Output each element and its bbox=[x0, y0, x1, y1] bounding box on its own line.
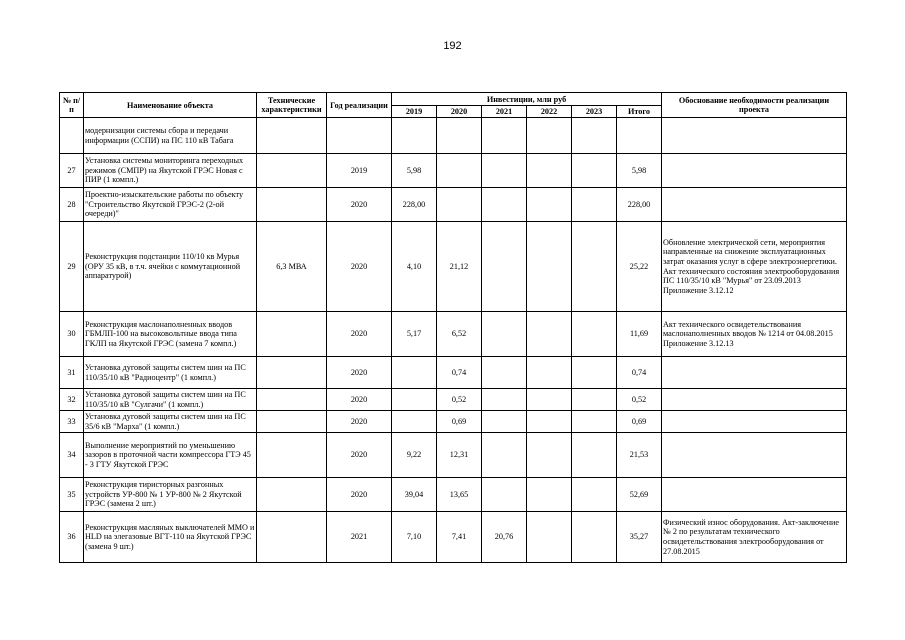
invest-2021 bbox=[482, 154, 527, 188]
invest-2022 bbox=[527, 154, 572, 188]
invest-2022 bbox=[527, 433, 572, 478]
justification: Обновление электрической сети, мероприятия направленные на снижение эксплуатационных затрат оказания услуг в сфере электроэнергетики. Акт технического состояния электрооборудования ПС 110/35/10 кВ "Мурья" от 23.09.2013 Приложение 3.12.12 bbox=[662, 222, 847, 312]
table-row bbox=[60, 312, 847, 357]
tech-spec: 6,3 МВА bbox=[257, 222, 327, 312]
invest-2021 bbox=[482, 357, 527, 389]
header-tech: Технические характеристики bbox=[257, 93, 327, 118]
invest-2019: 228,00 bbox=[392, 188, 437, 222]
object-name: Реконструкция подстанции 110/10 кв Мурья (ОРУ 35 кВ, в т.ч. ячейки с коммутационной аппаратурой) bbox=[84, 222, 257, 312]
object-name: Установка дуговой защиты систем шин на ПС 110/35/10 кВ "Сулгачи" (1 компл.) bbox=[84, 389, 257, 411]
invest-total: 25,22 bbox=[617, 222, 662, 312]
invest-total: 228,00 bbox=[617, 188, 662, 222]
implementation-year: 2020 bbox=[327, 411, 392, 433]
tech-spec bbox=[257, 512, 327, 563]
table-header bbox=[60, 93, 847, 118]
justification bbox=[662, 389, 847, 411]
tech-spec bbox=[257, 188, 327, 222]
justification bbox=[662, 433, 847, 478]
tech-spec bbox=[257, 389, 327, 411]
table-row bbox=[60, 433, 847, 478]
implementation-year: 2020 bbox=[327, 222, 392, 312]
object-name: Выполнение мероприятий по уменьшению зазоров в проточной части компрессора ГТЭ 45 - 3 ГТУ Якутской ГРЭС bbox=[84, 433, 257, 478]
row-number: 27 bbox=[60, 154, 84, 188]
invest-2022 bbox=[527, 478, 572, 512]
invest-total: 5,98 bbox=[617, 154, 662, 188]
header-2020: 2020 bbox=[437, 106, 482, 118]
tech-spec bbox=[257, 411, 327, 433]
justification bbox=[662, 154, 847, 188]
table-row bbox=[60, 188, 847, 222]
invest-2021 bbox=[482, 389, 527, 411]
justification: Физический износ оборудования. Акт-заключение № 2 по результатам технического освидетельствования электрооборудования от 27.08.2015 bbox=[662, 512, 847, 563]
tech-spec bbox=[257, 357, 327, 389]
header-year: Год реализации bbox=[327, 93, 392, 118]
table-row bbox=[60, 512, 847, 563]
invest-2020 bbox=[437, 154, 482, 188]
invest-2022 bbox=[527, 389, 572, 411]
invest-2020: 6,52 bbox=[437, 312, 482, 357]
table-row bbox=[60, 357, 847, 389]
invest-2019: 39,04 bbox=[392, 478, 437, 512]
invest-2020 bbox=[437, 188, 482, 222]
invest-2020: 0,74 bbox=[437, 357, 482, 389]
invest-2020: 7,41 bbox=[437, 512, 482, 563]
object-name: модернизации системы сбора и передачи информации (ССПИ) на ПС 110 кВ Табага bbox=[84, 118, 257, 154]
invest-2020: 21,12 bbox=[437, 222, 482, 312]
row-number: 32 bbox=[60, 389, 84, 411]
invest-2022 bbox=[527, 222, 572, 312]
invest-2023 bbox=[572, 389, 617, 411]
tech-spec bbox=[257, 478, 327, 512]
invest-2023 bbox=[572, 512, 617, 563]
invest-2023 bbox=[572, 154, 617, 188]
invest-2023 bbox=[572, 222, 617, 312]
table-row bbox=[60, 478, 847, 512]
invest-2021 bbox=[482, 312, 527, 357]
invest-2023 bbox=[572, 411, 617, 433]
header-2019: 2019 bbox=[392, 106, 437, 118]
header-total: Итого bbox=[617, 106, 662, 118]
tech-spec bbox=[257, 433, 327, 478]
justification bbox=[662, 188, 847, 222]
tech-spec bbox=[257, 312, 327, 357]
invest-2021 bbox=[482, 118, 527, 154]
invest-2019: 4,10 bbox=[392, 222, 437, 312]
invest-2021 bbox=[482, 478, 527, 512]
invest-2022 bbox=[527, 411, 572, 433]
justification bbox=[662, 357, 847, 389]
invest-2021: 20,76 bbox=[482, 512, 527, 563]
invest-2019: 7,10 bbox=[392, 512, 437, 563]
row-number: 31 bbox=[60, 357, 84, 389]
implementation-year: 2021 bbox=[327, 512, 392, 563]
invest-2020: 0,69 bbox=[437, 411, 482, 433]
header-num: № п/п bbox=[60, 93, 84, 118]
object-name: Реконструкция маслонаполненных вводов ГБМЛП-100 на высоковольтные ввода типа ГКЛП на Якутской ГРЭС (замена 7 компл.) bbox=[84, 312, 257, 357]
invest-total: 52,69 bbox=[617, 478, 662, 512]
object-name: Установка системы мониторинга переходных режимов (СМПР) на Якутской ГРЭС Новая с ПИР (1 компл.) bbox=[84, 154, 257, 188]
table-body bbox=[60, 118, 847, 563]
invest-total: 35,27 bbox=[617, 512, 662, 563]
investment-table bbox=[59, 92, 847, 563]
invest-2019 bbox=[392, 357, 437, 389]
invest-2022 bbox=[527, 512, 572, 563]
invest-total: 0,74 bbox=[617, 357, 662, 389]
invest-2021 bbox=[482, 222, 527, 312]
row-number: 35 bbox=[60, 478, 84, 512]
implementation-year: 2020 bbox=[327, 433, 392, 478]
implementation-year: 2020 bbox=[327, 357, 392, 389]
invest-2023 bbox=[572, 433, 617, 478]
row-number: 28 bbox=[60, 188, 84, 222]
justification bbox=[662, 411, 847, 433]
table-row bbox=[60, 389, 847, 411]
invest-2019: 5,17 bbox=[392, 312, 437, 357]
header-2021: 2021 bbox=[482, 106, 527, 118]
object-name: Реконструкция масляных выключателей ММО и HLD на элегазовые ВГТ-110 на Якутской ГРЭС (замена 9 шт.) bbox=[84, 512, 257, 563]
implementation-year: 2020 bbox=[327, 312, 392, 357]
justification: Акт технического освидетельствования маслонаполненных вводов № 1214 от 04.08.2015 Приложение 3.12.13 bbox=[662, 312, 847, 357]
invest-total bbox=[617, 118, 662, 154]
implementation-year: 2019 bbox=[327, 154, 392, 188]
object-name: Установка дуговой защиты систем шин на ПС 110/35/10 кВ "Радиоцентр" (1 компл.) bbox=[84, 357, 257, 389]
implementation-year bbox=[327, 118, 392, 154]
invest-2023 bbox=[572, 312, 617, 357]
header-justification: Обоснование необходимости реализации проекта bbox=[662, 93, 847, 118]
invest-2020: 0,52 bbox=[437, 389, 482, 411]
row-number bbox=[60, 118, 84, 154]
header-2022: 2022 bbox=[527, 106, 572, 118]
header-2023: 2023 bbox=[572, 106, 617, 118]
row-number: 36 bbox=[60, 512, 84, 563]
invest-2023 bbox=[572, 357, 617, 389]
object-name: Реконструкция тиристорных разгонных устройств УР-800 № 1 УР-800 № 2 Якутской ГРЭС (замена 2 шт.) bbox=[84, 478, 257, 512]
invest-2021 bbox=[482, 411, 527, 433]
invest-total: 0,69 bbox=[617, 411, 662, 433]
invest-2023 bbox=[572, 478, 617, 512]
justification bbox=[662, 118, 847, 154]
row-number: 34 bbox=[60, 433, 84, 478]
invest-2019 bbox=[392, 411, 437, 433]
invest-2022 bbox=[527, 118, 572, 154]
row-number: 29 bbox=[60, 222, 84, 312]
invest-2022 bbox=[527, 188, 572, 222]
invest-total: 0,52 bbox=[617, 389, 662, 411]
table-row bbox=[60, 411, 847, 433]
object-name: Проектно-изыскательские работы по объекту "Строительство Якутской ГРЭС-2 (2-ой очереди)" bbox=[84, 188, 257, 222]
table-row bbox=[60, 118, 847, 154]
invest-total: 21,53 bbox=[617, 433, 662, 478]
implementation-year: 2020 bbox=[327, 188, 392, 222]
page-number: 192 bbox=[443, 40, 462, 52]
header-name: Наименование объекта bbox=[84, 93, 257, 118]
object-name: Установка дуговой защиты систем шин на ПС 35/6 кВ "Марха" (1 компл.) bbox=[84, 411, 257, 433]
invest-2022 bbox=[527, 312, 572, 357]
justification bbox=[662, 478, 847, 512]
table-row bbox=[60, 154, 847, 188]
invest-2022 bbox=[527, 357, 572, 389]
invest-2021 bbox=[482, 433, 527, 478]
invest-2020 bbox=[437, 118, 482, 154]
invest-2021 bbox=[482, 188, 527, 222]
row-number: 30 bbox=[60, 312, 84, 357]
invest-total: 11,69 bbox=[617, 312, 662, 357]
invest-2019 bbox=[392, 389, 437, 411]
row-number: 33 bbox=[60, 411, 84, 433]
invest-2019: 5,98 bbox=[392, 154, 437, 188]
header-invest: Инвестиции, млн руб bbox=[392, 93, 662, 106]
invest-2020: 13,65 bbox=[437, 478, 482, 512]
implementation-year: 2020 bbox=[327, 389, 392, 411]
tech-spec bbox=[257, 154, 327, 188]
invest-2020: 12,31 bbox=[437, 433, 482, 478]
invest-2023 bbox=[572, 188, 617, 222]
implementation-year: 2020 bbox=[327, 478, 392, 512]
invest-2023 bbox=[572, 118, 617, 154]
table-row bbox=[60, 222, 847, 312]
invest-2019 bbox=[392, 118, 437, 154]
tech-spec bbox=[257, 118, 327, 154]
invest-2019: 9,22 bbox=[392, 433, 437, 478]
